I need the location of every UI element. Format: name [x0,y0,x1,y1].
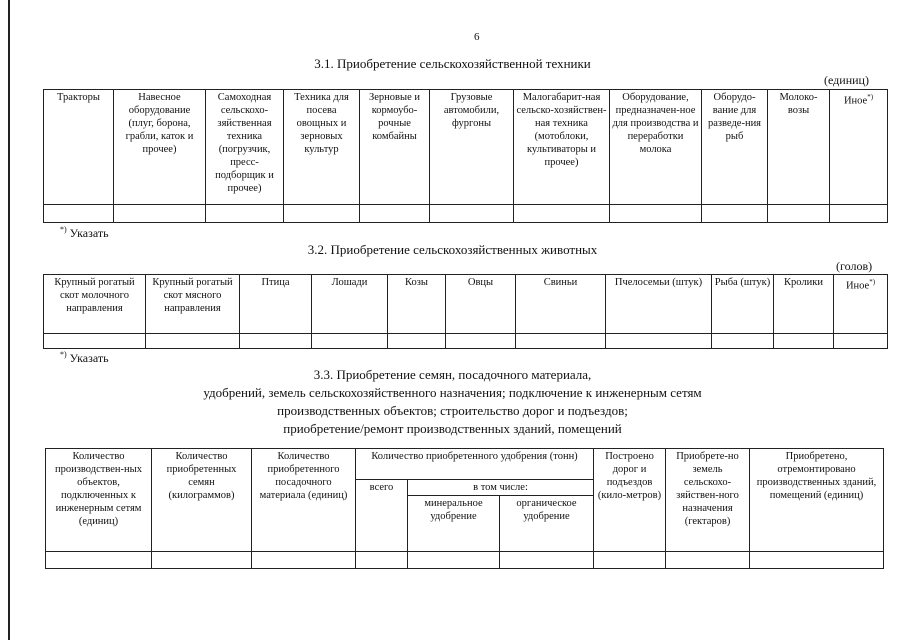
col-land: Приобрете-но земель сельскохо-зяйствен-ного назначения (гектаров) [666,449,750,552]
col-mounted-equipment: Навесное оборудование (плуг, борона, грабли, каток и прочее) [114,90,206,205]
animals-cell[interactable] [516,334,606,349]
page-number: 6 [474,31,480,43]
col-rabbits: Кролики [774,275,834,334]
supplies-cell[interactable] [500,552,594,569]
machinery-table [43,89,888,223]
section-3-1-title: 3.1. Приобретение сельскохозяйственной техники [314,56,591,71]
section-3-3-title-line-3: производственных объектов; строительство дорог и подъездов; [277,403,628,418]
col-buildings: Приобретено, отремонтировано производственных зданий, помещений (единиц) [750,449,884,552]
col-pigs: Свиньи [516,275,606,334]
col-fertilizer-including: в том числе: [408,480,594,496]
col-dairy-cattle: Крупный рогатый скот молочного направления [44,275,146,334]
animals-cell[interactable] [774,334,834,349]
page-left-border [8,0,10,640]
machinery-cell[interactable] [284,205,360,223]
col-fish: Рыба (штук) [712,275,774,334]
section-3-2-unit: (голов) [836,259,873,273]
machinery-cell[interactable] [360,205,430,223]
col-mineral-fertilizer: минеральное удобрение [408,496,500,552]
section-3-2-footnote: *) Указать [60,350,109,365]
animals-cell[interactable] [44,334,146,349]
col-trucks: Грузовые автомобили, фургоны [430,90,514,205]
col-other: Иное*) [830,90,888,205]
col-tractors: Тракторы [44,90,114,205]
col-organic-fertilizer: органическое удобрение [500,496,594,552]
machinery-cell[interactable] [114,205,206,223]
supplies-header-row-1 [46,449,884,480]
animals-cell[interactable] [312,334,388,349]
col-combines: Зерновые и кормоубо-рочные комбайны [360,90,430,205]
section-3-3-title-line-2: удобрений, земель сельскохозяйственного назначения; подключение к инженерным сетям [203,385,702,400]
col-self-propelled: Самоходная сельскохо-зяйственная техника (погрузчик, пресс-подборщик и прочее) [206,90,284,205]
col-connected-objects: Количество производствен-ных объектов, подключенных к инженерным сетям (единиц) [46,449,152,552]
col-horses: Лошади [312,275,388,334]
machinery-cell[interactable] [610,205,702,223]
col-sowing-equipment: Техника для посева овощных и зерновых культур [284,90,360,205]
machinery-data-row [44,205,888,223]
animals-table [43,274,888,349]
animals-header-row [44,275,888,334]
col-beef-cattle: Крупный рогатый скот мясного направления [146,275,240,334]
machinery-cell[interactable] [702,205,768,223]
supplies-cell[interactable] [666,552,750,569]
col-seeds: Количество приобретенных семян (килограммов) [152,449,252,552]
animals-cell[interactable] [388,334,446,349]
col-milk-equipment: Оборудование, предназначен-ное для производства и переработки молока [610,90,702,205]
animals-cell[interactable] [712,334,774,349]
supplies-cell[interactable] [252,552,356,569]
col-sheep: Овцы [446,275,516,334]
section-3-3-title-line-1: 3.3. Приобретение семян, посадочного материала, [313,367,592,382]
col-fertilizer: Количество приобретенного удобрения (тонн) [356,449,594,480]
animals-cell[interactable] [606,334,712,349]
section-3-3-title-line-4: приобретение/ремонт производственных зданий, помещений [283,421,622,436]
supplies-cell[interactable] [46,552,152,569]
supplies-cell[interactable] [356,552,408,569]
machinery-cell[interactable] [830,205,888,223]
supplies-cell[interactable] [594,552,666,569]
section-3-1-footnote: *) Указать [60,225,109,240]
col-fish-equipment: Оборудо-вание для разведе-ния рыб [702,90,768,205]
machinery-cell[interactable] [206,205,284,223]
col-small-machinery: Малогабарит-ная сельско-хозяйствен-ная техника (мотоблоки, культиваторы и прочее) [514,90,610,205]
col-goats: Козы [388,275,446,334]
machinery-header-row [44,90,888,205]
machinery-cell[interactable] [514,205,610,223]
supplies-cell[interactable] [750,552,884,569]
animals-data-row [44,334,888,349]
col-planting-material: Количество приобретенного посадочного материала (единиц) [252,449,356,552]
col-roads: Построено дорог и подъездов (кило-метров) [594,449,666,552]
animals-cell[interactable] [240,334,312,349]
machinery-cell[interactable] [430,205,514,223]
animals-cell[interactable] [146,334,240,349]
col-milk-trucks: Молоко-возы [768,90,830,205]
animals-cell[interactable] [446,334,516,349]
machinery-cell[interactable] [44,205,114,223]
supplies-data-row [46,552,884,569]
section-3-1-unit: (единиц) [824,73,869,87]
col-bee-colonies: Пчелосемьи (штук) [606,275,712,334]
machinery-cell[interactable] [768,205,830,223]
section-3-2-title: 3.2. Приобретение сельскохозяйственных животных [307,242,598,257]
animals-cell[interactable] [834,334,888,349]
supplies-cell[interactable] [152,552,252,569]
col-other: Иное*) [834,275,888,334]
supplies-table [45,448,884,569]
supplies-cell[interactable] [408,552,500,569]
col-fertilizer-total: всего [356,480,408,552]
col-poultry: Птица [240,275,312,334]
